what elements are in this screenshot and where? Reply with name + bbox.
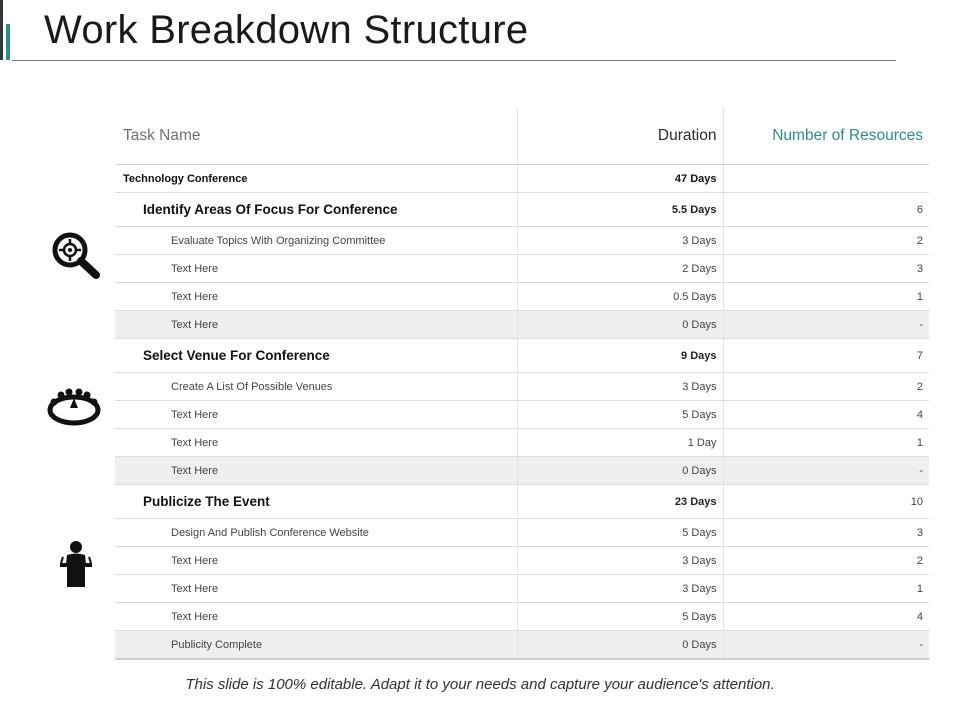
resources-cell: 2 [723,547,929,575]
task-cell: Text Here [115,603,517,631]
table-row [115,485,929,519]
table-row [115,193,929,227]
duration-cell: 1 Day [517,429,723,457]
task-cell: Publicize The Event [115,485,517,519]
duration-cell: 47 Days [517,165,723,193]
speaker-podium-icon [48,535,104,591]
task-cell: Create A List Of Possible Venues [115,373,517,401]
resources-cell: 10 [723,485,929,519]
task-cell: Text Here [115,429,517,457]
table-row [115,311,929,339]
table-row [115,457,929,485]
duration-cell: 3 Days [517,227,723,255]
resources-cell: 1 [723,283,929,311]
meeting-table-icon [46,380,102,436]
table-row [115,603,929,631]
wbs-table-container [115,108,929,660]
task-cell: Text Here [115,547,517,575]
resources-cell [723,165,929,193]
table-row [115,401,929,429]
task-cell: Technology Conference [115,165,517,193]
table-row [115,255,929,283]
table-row [115,547,929,575]
table-header-row [115,108,929,165]
table-row [115,519,929,547]
duration-cell: 5 Days [517,603,723,631]
task-cell: Publicity Complete [115,631,517,660]
wbs-table [115,108,929,660]
table-row [115,339,929,373]
task-cell: Identify Areas Of Focus For Conference [115,193,517,227]
resources-cell: - [723,457,929,485]
duration-cell: 3 Days [517,575,723,603]
resources-cell: 2 [723,227,929,255]
column-header-resources: Number of Resources [723,108,929,165]
task-cell: Text Here [115,283,517,311]
task-cell: Text Here [115,401,517,429]
resources-cell: 1 [723,429,929,457]
table-row [115,165,929,193]
accent-bar-teal [6,24,10,60]
resources-cell: - [723,311,929,339]
table-row [115,631,929,660]
footer-note: This slide is 100% editable. Adapt it to your needs and capture your audience's attention. [185,676,775,693]
task-cell: Text Here [115,575,517,603]
resources-cell: 1 [723,575,929,603]
page-title: Work Breakdown Structure [44,8,529,52]
task-cell: Evaluate Topics With Organizing Committee [115,227,517,255]
resources-cell: - [723,631,929,660]
table-row [115,373,929,401]
column-header-task: Task Name [115,108,517,165]
title-divider [12,60,896,61]
duration-cell: 5 Days [517,401,723,429]
resources-cell: 7 [723,339,929,373]
resources-cell: 3 [723,255,929,283]
duration-cell: 0 Days [517,631,723,660]
table-row [115,575,929,603]
resources-cell: 4 [723,603,929,631]
task-cell: Select Venue For Conference [115,339,517,373]
task-cell: Design And Publish Conference Website [115,519,517,547]
duration-cell: 5 Days [517,519,723,547]
duration-cell: 3 Days [517,373,723,401]
task-cell: Text Here [115,311,517,339]
table-row [115,227,929,255]
accent-bar-dark [0,0,3,60]
resources-cell: 3 [723,519,929,547]
column-header-duration: Duration [517,108,723,165]
table-row [115,429,929,457]
task-cell: Text Here [115,255,517,283]
duration-cell: 0 Days [517,311,723,339]
resources-cell: 6 [723,193,929,227]
duration-cell: 3 Days [517,547,723,575]
duration-cell: 0.5 Days [517,283,723,311]
duration-cell: 0 Days [517,457,723,485]
duration-cell: 2 Days [517,255,723,283]
task-cell: Text Here [115,457,517,485]
magnifier-target-icon [48,228,104,284]
duration-cell: 9 Days [517,339,723,373]
duration-cell: 23 Days [517,485,723,519]
resources-cell: 2 [723,373,929,401]
duration-cell: 5.5 Days [517,193,723,227]
table-row [115,283,929,311]
resources-cell: 4 [723,401,929,429]
accent-bars [0,0,12,60]
